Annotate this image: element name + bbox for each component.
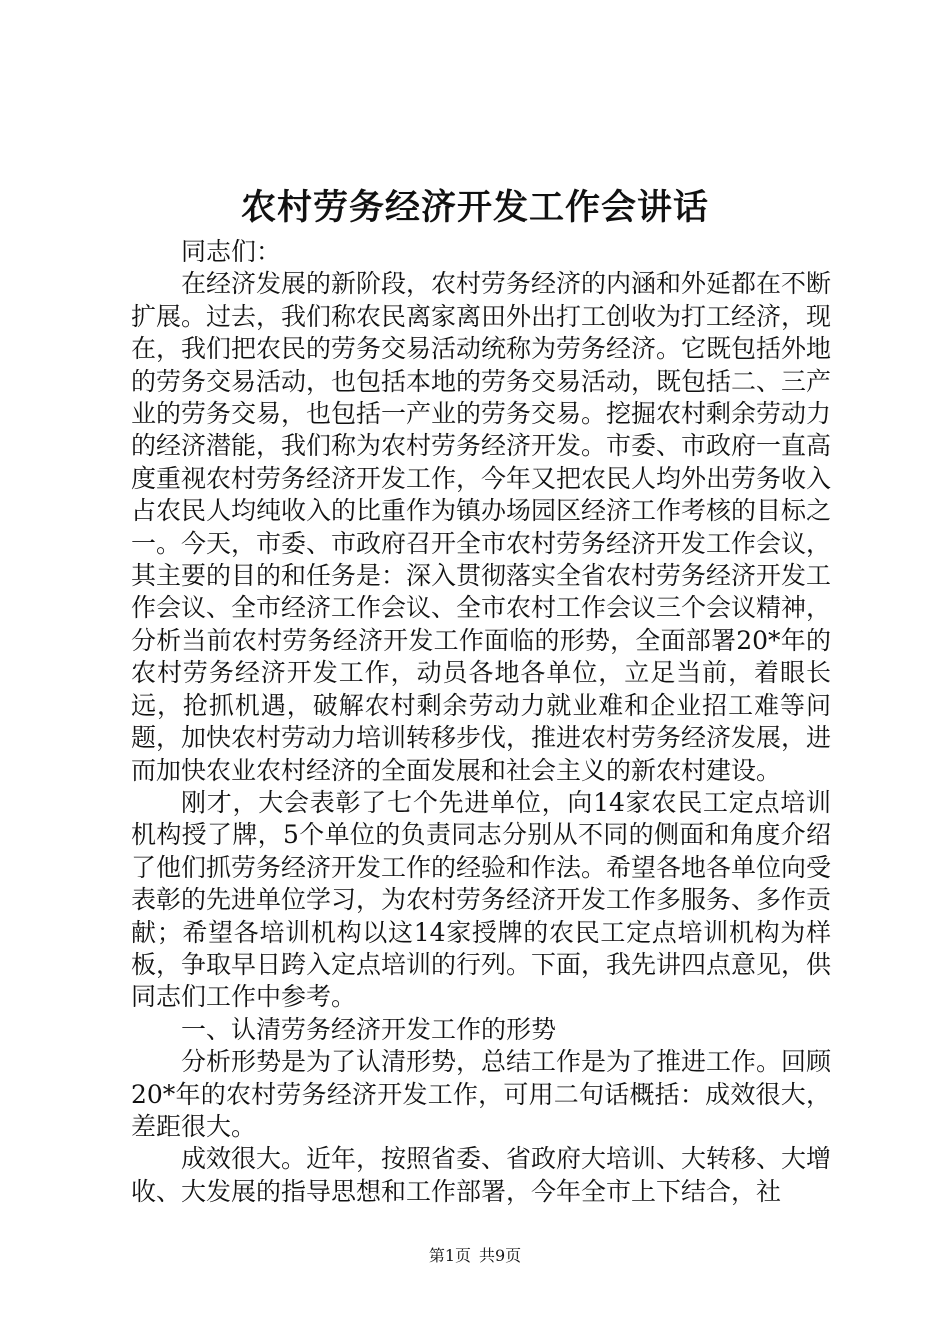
section-heading: 一、认清劳务经济开发工作的形势	[181, 1014, 557, 1044]
salutation-paragraph: 同志们：	[181, 237, 282, 266]
document-body	[131, 236, 831, 1208]
document-title: 农村劳务经济开发工作会讲话	[240, 187, 709, 228]
page-total: 共9页	[479, 1246, 522, 1265]
body-paragraph: 分析形势是为了认清形势，总结工作是为了推进工作。回顾20*年的农村劳务经济开发工作，可用二句话概括：成效很大，差距很大。	[131, 1047, 832, 1141]
page-footer	[0, 1246, 950, 1266]
body-paragraph: 在经济发展的新阶段，农村劳务经济的内涵和外延都在不断扩展。过去，我们称农民离家离田外出打工创收为打工经济，现在，我们把农民的劳务交易活动统称为劳务经济。它既包括外地的劳务交易活动，也包括本地的劳务交易活动，既包括二、三产业的劳务交易，也包括一产业的劳务交易。挖掘农村剩余劳动力的经济潜能，我们称为农村劳务经济开发。市委、市政府一直高度重视农村劳务经济开发工作，今年又把农民人均外出劳务收入占农民人均纯收入的比重作为镇办场园区经济工作考核的目标之一。今天，市委、市政府召开全市农村劳务经济开发工作会议，其主要的目的和任务是：深入贯彻落实全省农村劳务经济开发工作会议、全市经济工作会议、全市农村工作会议三个会议精神，分析当前农村劳务经济开发工作面临的形势，全面部署20*年的农村劳务经济开发工作，动员各地各单位，立足当前，着眼长远，抢抓机遇，破解农村剩余劳动力就业难和企业招工难等问题，加快农村劳动力培训转移步伐，推进农村劳务经济发展，进而加快农业农村经济的全面发展和社会主义的新农村建设。	[131, 269, 832, 785]
page-number: 第1页	[428, 1246, 471, 1265]
body-paragraph: 刚才，大会表彰了七个先进单位，向14家农民工定点培训机构授了牌，5个单位的负责同志分别从不同的侧面和角度介绍了他们抓劳务经济开发工作的经验和作法。希望各地各单位向受表彰的先进单位学习，为农村劳务经济开发工作多服务、多作贡献；希望各培训机构以这14家授牌的农民工定点培训机构为样板，争取早日跨入定点培训的行列。下面，我先讲四点意见，供同志们工作中参考。	[131, 787, 832, 1012]
body-paragraph: 成效很大。近年，按照省委、省政府大培训、大转移、大增收、大发展的指导思想和工作部署，今年全市上下结合，社	[131, 1144, 832, 1206]
